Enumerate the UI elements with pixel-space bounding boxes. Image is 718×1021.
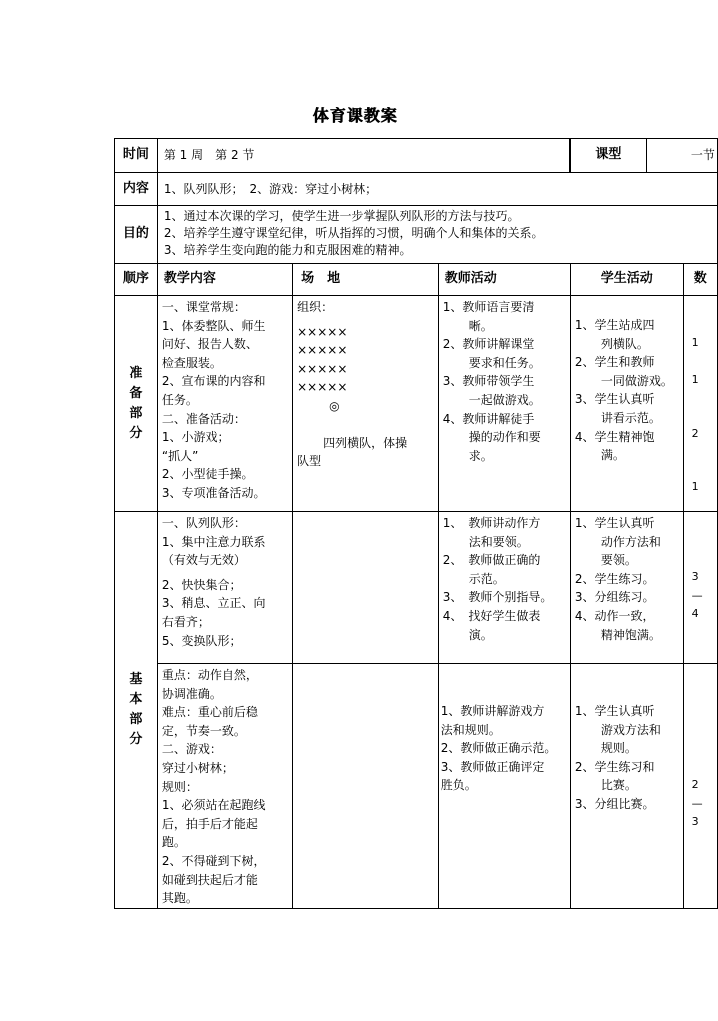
- goal-label: 目的: [115, 206, 158, 264]
- prep-row: [115, 296, 718, 512]
- basic-venue-2: [293, 664, 439, 909]
- list-item: 2、 教师做正确的 示范。: [442, 553, 541, 586]
- time-value: 第 1 周 第 2 节: [158, 139, 570, 172]
- formation-caption: 四列横队，体操: [323, 435, 408, 450]
- col-order: 顺序: [115, 264, 158, 296]
- prep-teacher-activity: [438, 296, 570, 512]
- goal-line: 2、培养学生遵守课堂纪律，听从指挥的习惯，明确个人和集体的关系。: [163, 226, 544, 240]
- page-title: 体育课教案: [312, 106, 398, 125]
- formation-row: ×××××: [297, 343, 348, 358]
- list-item: 3、 教师个别指导。: [442, 590, 553, 605]
- list-item: 2、学生练习和 比赛。: [574, 759, 655, 793]
- basic-venue-1: [293, 512, 439, 664]
- content-label: 内容: [115, 173, 158, 206]
- basic-teacher-activity-1: [438, 512, 570, 664]
- basic-row-1: [115, 512, 718, 664]
- basic-student-activity-2: [570, 664, 683, 909]
- col-count: 数: [683, 264, 717, 296]
- list-item: 4、学生精神饱 满。: [574, 429, 655, 463]
- col-teaching-content: 教学内容: [157, 264, 292, 296]
- list-item: 2、教师讲解课堂 要求和任务。: [442, 337, 541, 370]
- list-item: 4、教师讲解徒手 操的动作和要 求。: [442, 411, 541, 463]
- type-value: 一节: [690, 148, 715, 163]
- basic-counts-2: 2 — 3: [683, 664, 717, 909]
- list-item: 2、学生练习。: [574, 571, 655, 586]
- time-row: [115, 139, 718, 173]
- time-label: 时间: [115, 139, 158, 173]
- formation-caption: 队型: [297, 454, 322, 469]
- list-item: 1、 教师讲动作方 法和要领。: [442, 516, 541, 549]
- goal-text: [157, 206, 717, 264]
- goal-row: [115, 206, 718, 264]
- lesson-plan-table: [114, 138, 718, 909]
- prep-student-activity: [570, 296, 683, 512]
- goal-line: 1、通过本次课的学习，使学生进一步掌握队列队形的方法与技巧。: [163, 209, 520, 223]
- basic-content-1: 一、队列队形： 1、集中注意力联系 （有效与无效） 2、快快集合； 3、稍息、立正、向 右看齐； 5、变换队形；: [157, 512, 292, 664]
- basic-label: 基 本 部 分: [115, 512, 158, 909]
- col-teacher-activity: 教师活动: [438, 264, 570, 296]
- list-item: 1、学生站成四 列横队。: [574, 318, 655, 351]
- prep-venue: [293, 296, 439, 512]
- list-item: 1、学生认真听 游戏方法和 规则。: [574, 704, 661, 756]
- prep-content: 一、课堂常规： 1、体委整队、师生 问好、报告人数、 检查服装。 2、宣布课的内容和 任务。 二、准备活动： 1、小游戏； “抓人” 2、小型徒手操。 3、专项准备活动。: [157, 296, 292, 512]
- formation-row: ×××××: [297, 324, 348, 339]
- list-item: 3、分组练习。: [574, 590, 655, 605]
- list-item: 3、分组比赛。: [574, 796, 655, 811]
- teacher-position-mark: ◎: [329, 398, 340, 413]
- content-value: 1、队列队形； 2、游戏：穿过小树林；: [157, 173, 717, 206]
- basic-row-2: [115, 664, 718, 909]
- list-item: 1、教师语言要清 晰。: [442, 300, 535, 333]
- formation-row: ×××××: [297, 361, 348, 376]
- prep-counts: 1 1 2 1: [683, 296, 717, 512]
- content-row: [115, 173, 718, 206]
- prep-label: 准 备 部 分: [115, 296, 158, 512]
- list-item: 2、学生和教师 一同做游戏。: [574, 355, 673, 388]
- basic-student-activity-1: [570, 512, 683, 664]
- list-item: 3、学生认真听 讲看示范。: [574, 392, 661, 425]
- column-header-row: [115, 264, 718, 296]
- formation-row: ×××××: [297, 380, 348, 395]
- basic-content-2: 重点：动作自然， 协调准确。 难点：重心前后稳 定，节奏一致。 二、游戏： 穿过小树林； 规则： 1、必须站在起跑线 后，拍手后才能起 跑。 2、不得碰到下树， 如碰到扶起后才能 其跑。: [157, 664, 292, 909]
- type-label: 课型: [571, 139, 647, 172]
- goal-line: 3、培养学生变向跑的能力和克服困难的精神。: [163, 243, 412, 257]
- basic-teacher-activity-2: 1、教师讲解游戏方 法和规则。 2、教师做正确示范。 3、教师做正确评定 胜负。: [438, 664, 570, 909]
- list-item: 3、教师带领学生 一起做游戏。: [442, 374, 541, 407]
- list-item: 4、动作一致， 精神饱满。: [574, 608, 661, 642]
- list-item: 1、学生认真听 动作方法和 要领。: [574, 516, 661, 568]
- col-student-activity: 学生活动: [570, 264, 683, 296]
- basic-counts-1: 3 — 4: [683, 512, 717, 664]
- col-venue: 场 地: [293, 264, 439, 296]
- venue-label: 组织：: [297, 300, 334, 314]
- list-item: 4、 找好学生做表 演。: [442, 608, 541, 642]
